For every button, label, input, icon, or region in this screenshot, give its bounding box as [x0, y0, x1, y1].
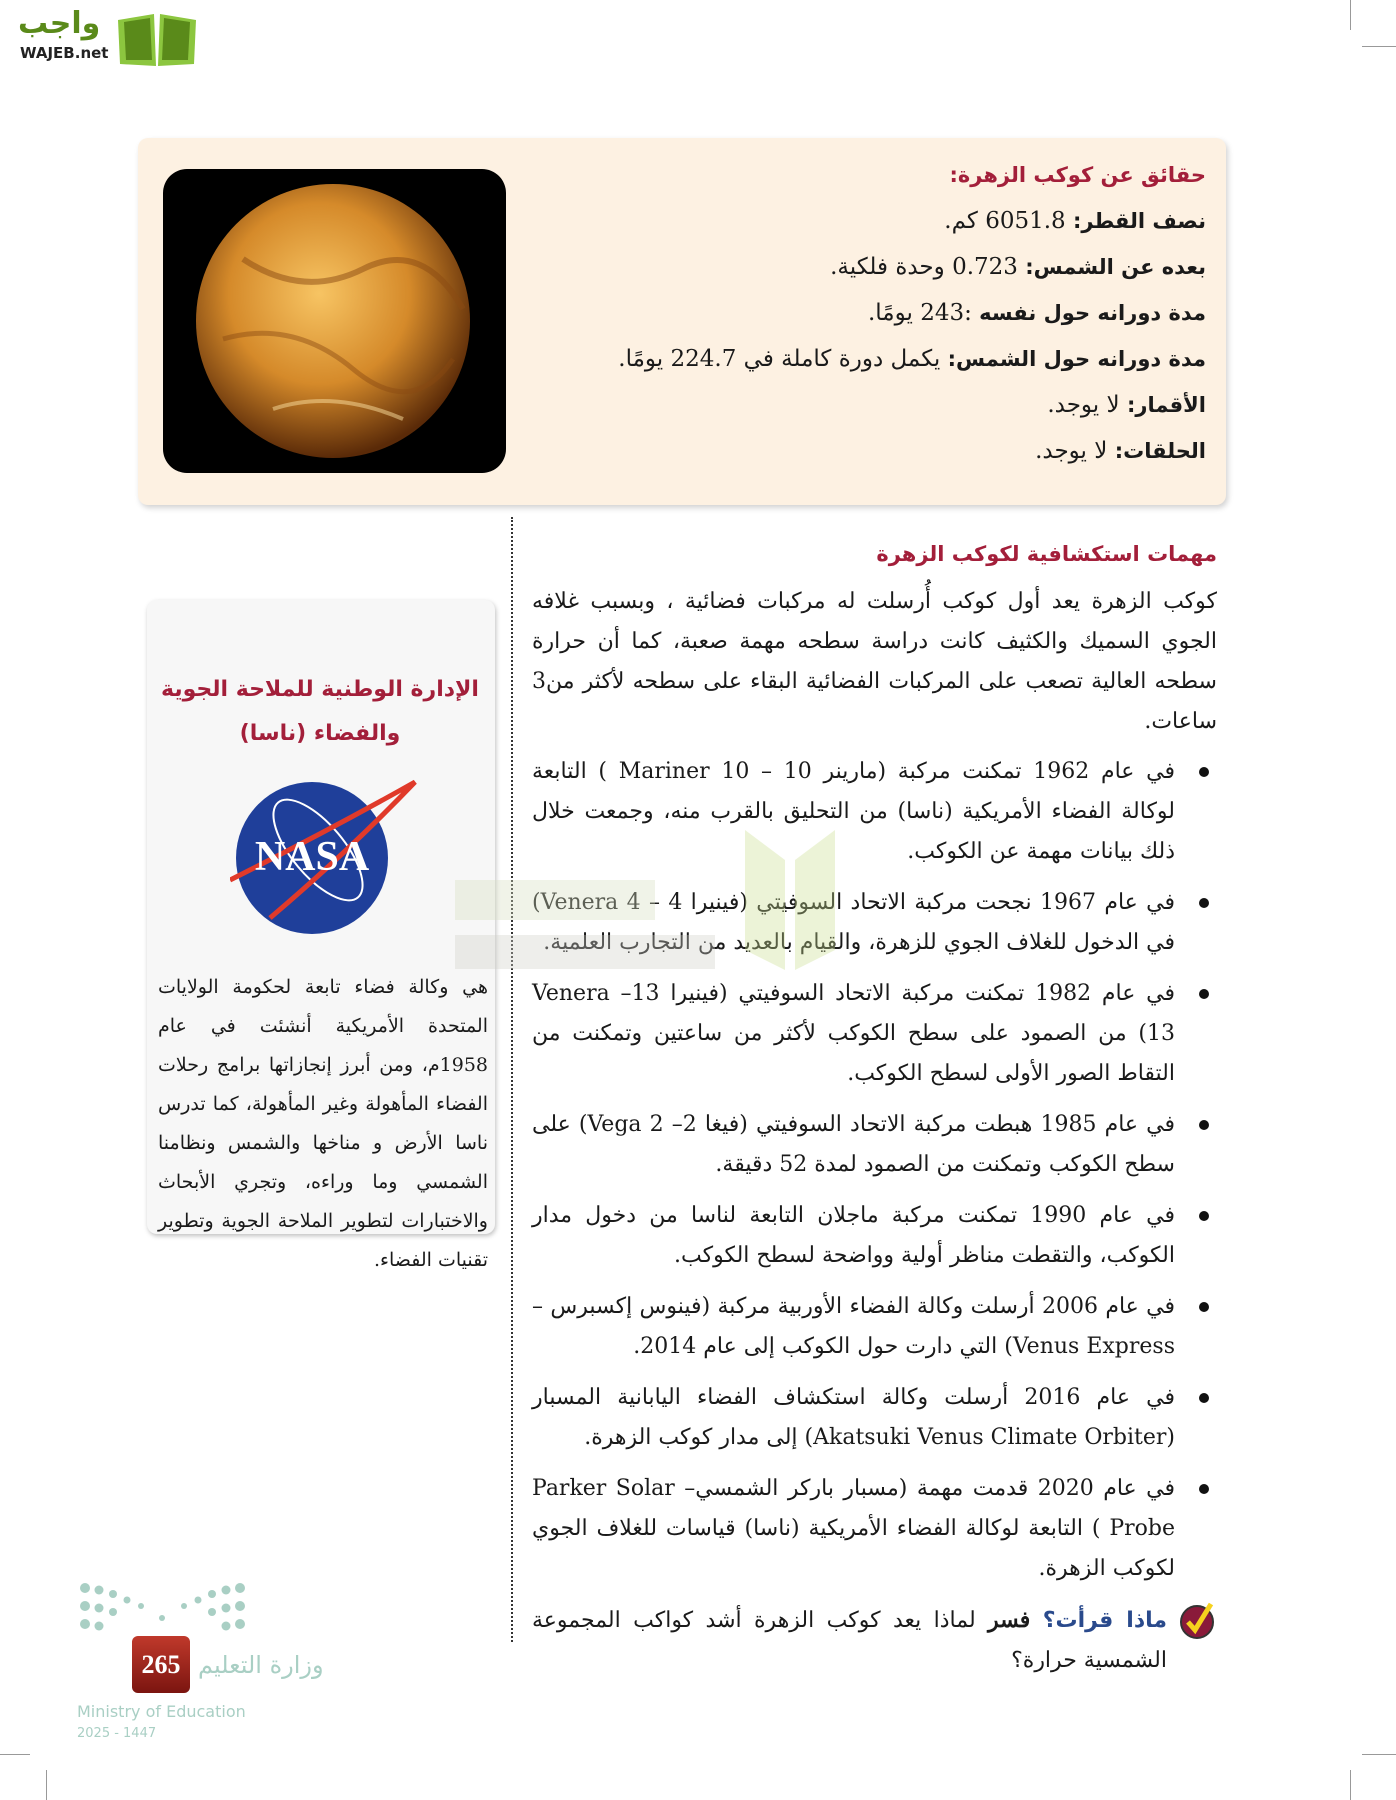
fact-item: الحلقات: لا يوجد. — [1035, 438, 1206, 464]
crop-mark — [1362, 46, 1396, 47]
svg-text:NASA: NASA — [254, 834, 370, 880]
facts-title: حقائق عن كوكب الزهرة: — [949, 163, 1206, 187]
nasa-logo — [230, 770, 420, 940]
list-item: في عام 2006 أرسلت وكالة الفضاء الأوربية مركبة (فينوس إكسبرس –Venus Express) التي دارت حول الكوكب إلى عام 2014. — [532, 1287, 1217, 1367]
list-item: في عام 1985 هبطت مركبة الاتحاد السوفيتي (فيغا 2– Vega 2) على سطح الكوكب وتمكنت من الصمود لمدة 52 دقيقة. — [532, 1105, 1217, 1185]
list-item: في عام 1990 تمكنت مركبة ماجلان التابعة لناسا من دخول مدار الكوكب، والتقطت مناظر أولية وواضحة لسطح الكوكب. — [532, 1196, 1217, 1276]
list-item: في عام 2020 قدمت مهمة (مسبار باركر الشمسي– Parker Solar Probe ) التابعة لوكالة الفضاء الأمريكية (ناسا) قياسات للغلاف الجوي لكوكب الزهرة. — [532, 1469, 1217, 1589]
crop-mark — [0, 1754, 30, 1755]
fact-item: مدة دورانه حول نفسه :243 يومًا. — [867, 300, 1206, 326]
ministry-name-ar: وزارة التعليم — [198, 1651, 324, 1679]
crop-mark — [1362, 1754, 1396, 1755]
fact-item: بعده عن الشمس: 0.723 وحدة فلكية. — [830, 254, 1206, 280]
checkmark-icon — [1177, 1600, 1217, 1640]
crop-mark — [1350, 1770, 1351, 1800]
venus-image — [163, 169, 506, 473]
missions-list — [532, 752, 1217, 1589]
wajeb-logo: واجب WAJEB.net — [10, 6, 190, 68]
sidebar-body: هي وكالة فضاء تابعة لحكومة الولايات المتحدة الأمريكية أنشئت في عام 1958م، ومن أبرز إنجازاتها برامج رحلات الفضاء المأهولة وغير المأهولة، كما تدرس ناسا الأرض و مناخها والشمس ونظامنا الشمسي وما وراءه، وتجري الأبحاث والاختبارات لتطوير الملاحة الجوية وتطوير تقنيات الفضاء. — [158, 976, 488, 1271]
list-item: في عام 1967 نجحت مركبة الاتحاد السوفيتي (فينيرا 4 – Venera 4) في الدخول للغلاف الجوي للزهرة، والقيام بالعديد من التجارب العلمية. — [532, 883, 1217, 963]
fact-item: مدة دورانه حول الشمس: يكمل دورة كاملة في 224.7 يومًا. — [618, 346, 1206, 372]
page-number: 265 — [132, 1636, 190, 1693]
list-item: في عام 1982 تمكنت مركبة الاتحاد السوفيتي (فينيرا 13– Venera 13) من الصمود على سطح الكوكب لأكثر من ساعتين وتمكنت من التقاط الصور الأولى لسطح الكوكب. — [532, 974, 1217, 1094]
main-column — [532, 536, 1217, 1681]
intro-paragraph: كوكب الزهرة يعد أول كوكب أُرسلت له مركبات فضائية ، وبسبب غلافه الجوي السميك والكثيف كانت دراسة سطحه مهمة صعبة، كما أن حرارة سطحه العالية تصعب على المركبات الفضائية البقاء على سطحه لأكثر من3 ساعات. — [532, 589, 1217, 734]
sidebar-title: الإدارة الوطنية للملاحة الجوية والفضاء (ناسا) — [161, 677, 479, 746]
section-heading: مهمات استكشافية لكوكب الزهرة — [876, 542, 1217, 566]
ministry-name-en: Ministry of Education — [77, 1702, 246, 1721]
list-item: في عام 1962 تمكنت مركبة (مارينر 10 – Mariner 10 ) التابعة لوكالة الفضاء الأمريكية (ناسا) من التحليق بالقرب منه، وجمعت خلال ذلك بيانات مهمة عن الكوكب. — [532, 752, 1217, 872]
facts-list — [536, 152, 1206, 474]
fact-item: نصف القطر: 6051.8 كم. — [944, 208, 1206, 234]
list-item: في عام 2016 أرسلت وكالة استكشاف الفضاء اليابانية المسبار (Akatsuki Venus Climate Orbiter) إلى مدار كوكب الزهرة. — [532, 1378, 1217, 1458]
edition-year: 2025 - 1447 — [77, 1726, 157, 1741]
fact-item: الأقمار: لا يوجد. — [1047, 392, 1206, 418]
reading-check: ماذا قرأت؟ فسر لماذا يعد كوكب الزهرة أشد كواكب المجموعة الشمسية حرارة؟ — [532, 1600, 1217, 1681]
crop-mark — [1350, 0, 1351, 30]
column-divider — [511, 517, 513, 1642]
crop-mark — [46, 1770, 47, 1800]
book-icon — [116, 10, 198, 68]
